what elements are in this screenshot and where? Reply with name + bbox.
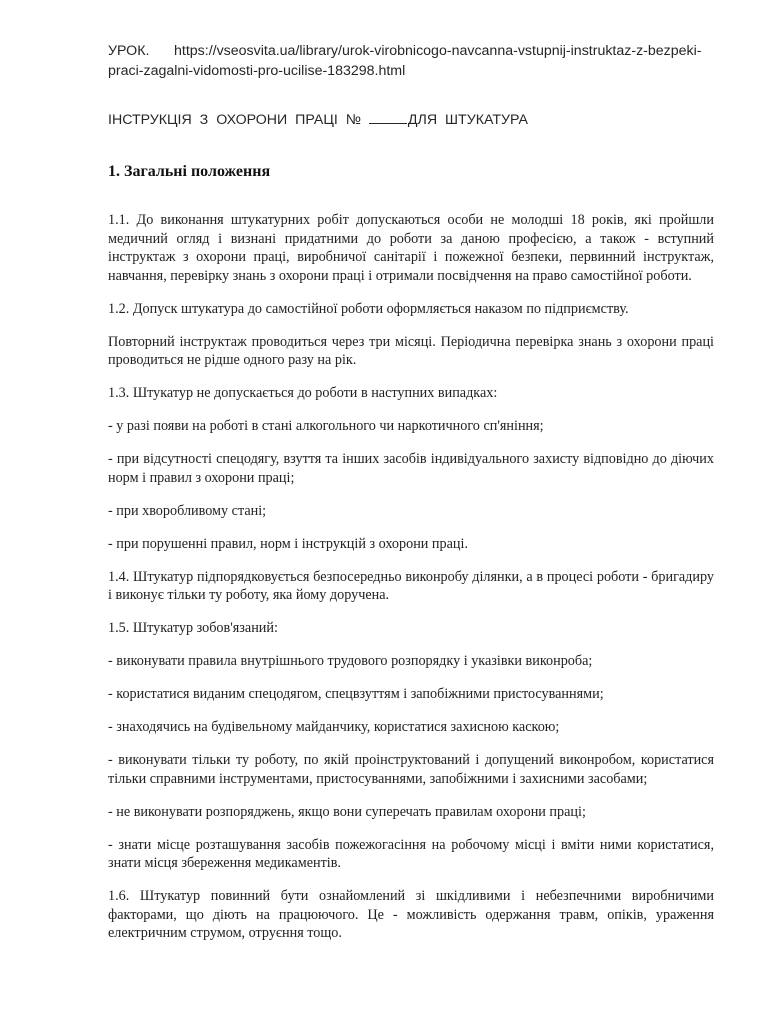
- paragraph-1-5: 1.5. Штукатур зобов'язаний:: [108, 620, 278, 636]
- list-item: - у разі появи на роботі в стані алкогольного чи наркотичного сп'яніння;: [108, 418, 544, 434]
- instruction-title: [108, 110, 528, 130]
- paragraph-repeat-briefing: Повторний інструктаж проводиться через три місяці. Періодична перевірка знань з охорони праці проводиться не рідше одного разу на рік.: [108, 333, 714, 368]
- list-item: - виконувати тільки ту роботу, по якій проінструктований і допущений виконробом, користатися тільки справними інструментами, пристосуваннями, запобіжними і захисними засобами;: [108, 752, 714, 787]
- list-item: - при порушенні правил, норм і інструкцій з охорони праці.: [108, 535, 468, 552]
- paragraph-1-4: 1.4. Штукатур підпорядковується безпосередньо виконробу ділянки, а в процесі роботи - бригадиру і виконує тільки ту роботу, яка йому доручена.: [108, 568, 714, 603]
- list-item: - при хворобливому стані;: [108, 502, 267, 519]
- paragraph-1-3: 1.3. Штукатур не допускається до роботи в наступних випадках:: [108, 385, 498, 401]
- document-body: [108, 211, 714, 957]
- lesson-source-line: [108, 41, 714, 81]
- list-item: - при відсутності спецодягу, взуття та інших засобів індивідуального захисту відповідно до діючих норм і правил з охорони праці;: [108, 451, 714, 486]
- number-blank-line: [369, 111, 407, 124]
- paragraph-1-1: 1.1. До виконання штукатурних робіт допускаються особи не молодші 18 років, які пройшли медичний огляд і визнані придатними до роботи за даною професією, а також - вступний інструктаж з охорони праці, виробничої санітарії і пожежної безпеки, первинний інструктаж, навчання, перевірку знань з охорони праці і отримали посвідчення на право самостійної роботи.: [108, 212, 714, 284]
- lesson-label: УРОК.: [108, 43, 150, 59]
- source-url[interactable]: https://vseosvita.ua/library/urok-virobnicogo-navcanna-vstupnij-instruktaz-z-bezpeki-praci-zagalni-vidomosti-pro-ucilise-183298.html: [108, 43, 702, 79]
- section-heading: 1. Загальні положення: [108, 163, 271, 180]
- list-item: - користатися виданим спецодягом, спецвзуттям і запобіжними пристосуваннями;: [108, 686, 604, 702]
- list-item: - знаходячись на будівельному майданчику, користатися захисною каскою;: [108, 719, 560, 735]
- list-item: - виконувати правила внутрішнього трудового розпорядку і указівки виконроба;: [108, 653, 593, 669]
- list-item: - не виконувати розпоряджень, якщо вони суперечать правилам охорони праці;: [108, 803, 586, 820]
- title-suffix: ДЛЯ ШТУКАТУРА: [407, 112, 528, 128]
- title-prefix: ІНСТРУКЦІЯ З ОХОРОНИ ПРАЦІ №: [108, 112, 361, 128]
- list-item: - знати місце розташування засобів пожежогасіння на робочому місці і вміти ними користатися, знати місця збереження медикаментів.: [108, 836, 714, 871]
- paragraph-1-2: 1.2. Допуск штукатура до самостійної роботи оформляється наказом по підприємству.: [108, 300, 629, 317]
- paragraph-1-6: 1.6. Штукатур повинний бути ознайомлений зі шкідливими і небезпечними виробничими факторами, що діють на працюючого. Це - можливість одержання травм, опіків, ураження електричним струмом, отруєння тощо.: [108, 888, 714, 941]
